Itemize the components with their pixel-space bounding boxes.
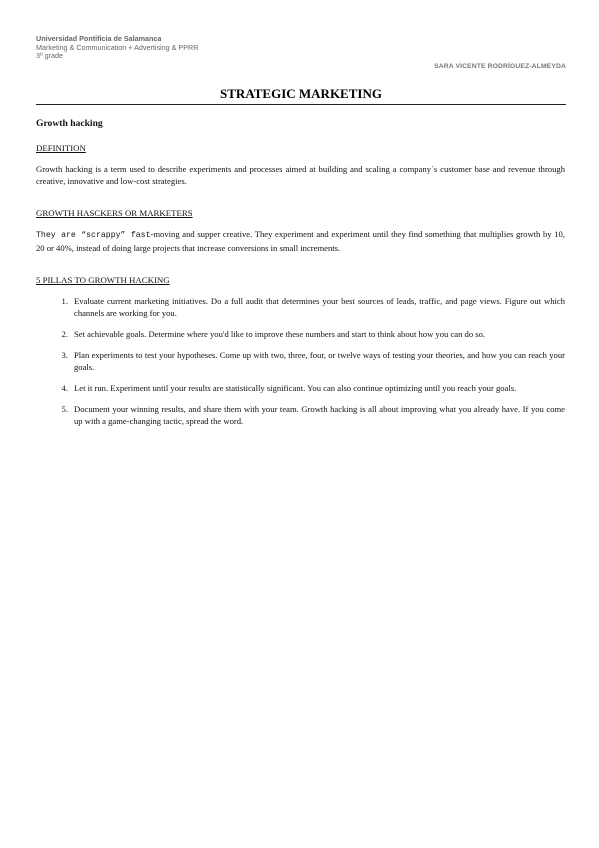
- list-text: Document your winning results, and share them with your team. Growth hacking is all about improving what you already have. If you come up with a game-changing tactic, spread the word.: [74, 404, 565, 426]
- document-body: [36, 118, 565, 436]
- title-divider: [36, 104, 566, 105]
- list-text: Let it run. Experiment until your results are statistically significant. You can also continue optimizing until you reach your goals.: [74, 383, 517, 393]
- list-item: [54, 382, 565, 394]
- list-text: Plan experiments to test your hypotheses. Come up with two, three, four, or twelve ways of testing your theories, and how you can reach your goals.: [74, 350, 565, 372]
- pillars-list: [54, 295, 565, 427]
- definition-paragraph: Growth hacking is a term used to describe experiments and processes aimed at building and scaling a company´s customer base and revenue through creative, innovative and low-cost strategies.: [36, 164, 565, 186]
- document-title: STRATEGIC MARKETING: [220, 86, 382, 101]
- pillars-heading: 5 PILLAS TO GROWTH HACKING: [36, 275, 170, 285]
- list-item: [54, 328, 565, 340]
- list-item: [54, 295, 565, 319]
- hackers-lead-text: They are “scrappy” fast: [36, 231, 151, 240]
- list-text: Evaluate current marketing initiatives. Do a full audit that determines your best sources of leads, traffic, and page views. Figure out which channels are working for you.: [74, 296, 565, 318]
- list-item: [54, 403, 565, 427]
- list-number: 2.: [61, 329, 68, 339]
- list-number: 3.: [61, 350, 68, 360]
- list-number: 4.: [61, 383, 68, 393]
- author-name: SARA VICENTE RODRÍGUEZ-ALMEYDA: [434, 63, 566, 70]
- hackers-body-text: -moving and supper creative. They experiment and experiment until they find something that multiplies growth by 10, 20 or 40%, instead of doing large projects that increase conversions in small increments.: [36, 229, 565, 253]
- header-info: [36, 35, 198, 61]
- university-name: Universidad Pontificia de Salamanca: [36, 34, 162, 43]
- list-number: 1.: [61, 296, 68, 306]
- list-item: [54, 349, 565, 373]
- hackers-heading: GROWTH HASCKERS OR MARKETERS: [36, 208, 193, 218]
- grade-label: 3º grade: [36, 51, 64, 61]
- document-subtitle: Growth hacking: [36, 118, 103, 129]
- list-text: Set achievable goals. Determine where you'd like to improve these numbers and start to think about how you can do so.: [74, 329, 486, 339]
- hackers-paragraph: [36, 228, 565, 254]
- list-number: 5.: [61, 404, 68, 414]
- definition-heading: DEFINITION: [36, 143, 86, 153]
- program-name: Marketing & Communication + Advertising & PPRR: [36, 42, 199, 52]
